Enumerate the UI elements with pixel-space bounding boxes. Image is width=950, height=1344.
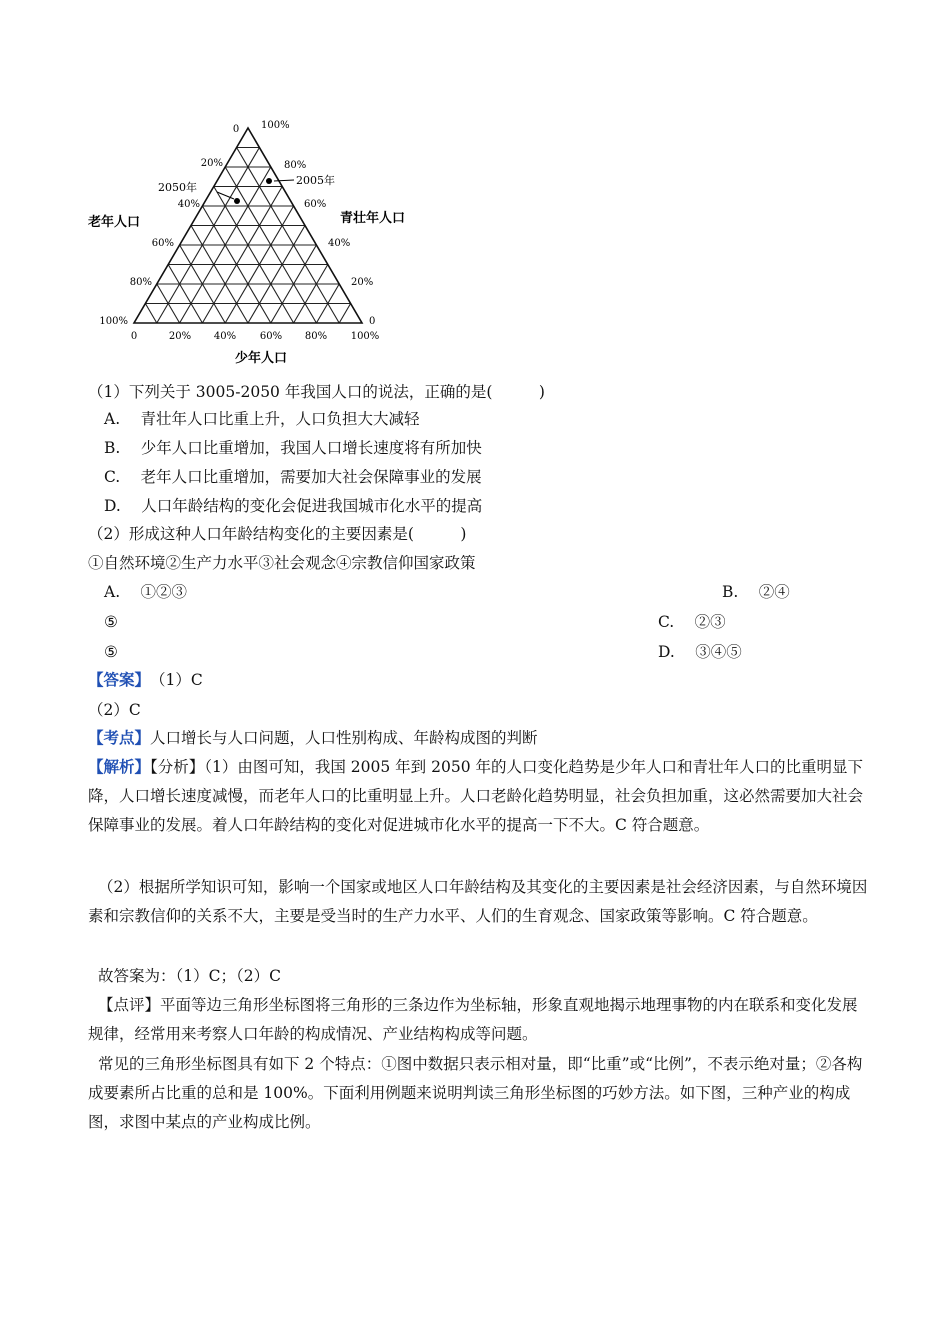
left-tick-60: 60%	[151, 238, 174, 249]
left-tick-100: 100%	[99, 316, 128, 327]
kaodian-line	[88, 728, 538, 748]
kaodian-tag: 【考点】	[88, 728, 151, 747]
grid-line-right	[339, 304, 350, 324]
answer-tag: 【答案】	[88, 670, 143, 689]
right-tick-0: 0	[369, 316, 376, 327]
q2-option-b: B. ②④	[722, 583, 790, 601]
q2-option-a: A. ①②③	[104, 583, 188, 601]
bottom-tick-20: 20%	[168, 331, 192, 342]
grid-line-right	[157, 148, 260, 324]
jiexi-paragraph-5: 常见的三角形坐标图具有如下 2 个特点：①图中数据只表示相对量，即“比重”或“比例”，不表示绝对量；②各构成要素所占比重的总和是 100%。下面利用例题来说明判读三角形坐标图的巧妙方法。如下图，三种产业的构成图，求图中某点的产业构成比例。	[88, 1055, 863, 1131]
bottom-tick-100: 100%	[350, 331, 380, 342]
right-tick-60: 60%	[304, 199, 327, 210]
grid-line-left	[145, 304, 156, 324]
pointer-2005	[274, 180, 294, 181]
point-2005	[266, 178, 272, 184]
jiexi-text-1: 【分析】（1）由图可知，我国 2005 年到 2050 年的人口变化趋势是少年人口和青壮年人口的比重明显下降，人口增长速度减慢，而老年人口的比重明显上升。人口老龄化趋势明显，社会负担加重，这必然需要加大社会保障事业的发展。着人口年龄结构的变化对促进城市化水平的提高一下不大。C 符合题意。	[88, 758, 864, 834]
jiexi-paragraph-4: 【点评】平面等边三角形坐标图将三角形的三条边作为坐标轴，形象直观地揭示地理事物的内在联系和变化发展规律，经常用来考察人口年龄的构成情况、产业结构构成等问题。	[88, 996, 858, 1043]
left-tick-80: 80%	[129, 277, 152, 288]
jiexi-paragraph-3: 故答案为：（1）C；（2）C	[98, 967, 281, 985]
kaodian-text: 人口增长与人口问题，人口性别构成、年龄构成图的判断	[150, 729, 538, 747]
jiexi-paragraph-1	[88, 752, 868, 840]
ternary-age-structure-figure	[88, 108, 428, 373]
q2-option-c: C. ②③	[658, 613, 726, 631]
grid-line-left	[191, 226, 248, 324]
label-2005: 2005年	[296, 174, 335, 187]
right-axis-title: 青壮年人口	[340, 211, 406, 226]
left-tick-20: 20%	[200, 158, 223, 169]
q2-option-b-cont: ⑤	[104, 643, 118, 661]
q1-option-c: C. 老年人口比重增加，需要加大社会保障事业的发展	[104, 468, 482, 486]
jiexi-tag: 【解析】	[88, 757, 151, 776]
q1-stem: （1）下列关于 3005-2050 年我国人口的说法，正确的是( )	[88, 383, 545, 401]
right-tick-80: 80%	[284, 160, 307, 171]
answer-2: （2）C	[88, 701, 141, 719]
point-2050	[234, 198, 240, 204]
bottom-tick-60: 60%	[259, 331, 283, 342]
top-left-zero-label: 0	[232, 124, 240, 135]
right-tick-40: 40%	[328, 238, 351, 249]
label-2050: 2050年	[158, 181, 197, 194]
answer-1: （1）C	[142, 671, 203, 689]
bottom-axis-title: 少年人口	[234, 351, 288, 366]
bottom-tick-0: 0	[130, 331, 138, 342]
top-right-100-label: 100%	[261, 120, 290, 131]
bottom-tick-40: 40%	[213, 331, 237, 342]
q1-option-d: D. 人口年龄结构的变化会促进我国城市化水平的提高	[104, 497, 483, 515]
jiexi-paragraph-2: （2）根据所学知识可知，影响一个国家或地区人口年龄结构及其变化的主要因素是社会经济因素，与自然环境因素和宗教信仰的关系不大，主要是受当时的生产力水平、人们的生育观念、国家政策等影响。C 符合题意。	[88, 878, 868, 925]
left-axis-title: 老年人口	[88, 215, 141, 230]
right-tick-20: 20%	[351, 277, 374, 288]
grid-line-right	[202, 187, 282, 324]
q1-option-b: B. 少年人口比重增加，我国人口增长速度将有所加快	[104, 439, 482, 457]
q1-option-a: A. 青壮年人口比重上升，人口负担大大减轻	[104, 410, 420, 428]
q2-stem: （2）形成这种人口年龄结构变化的主要因素是( )	[88, 525, 467, 543]
q2-option-d: D. ③④⑤	[658, 643, 742, 661]
q2-option-a-cont: ⑤	[104, 613, 118, 631]
grid-line-left	[214, 187, 294, 324]
left-tick-40: 40%	[177, 199, 200, 210]
bottom-tick-80: 80%	[304, 331, 328, 342]
q2-factors: ①自然环境②生产力水平③社会观念④宗教信仰国家政策	[88, 554, 476, 572]
answer-line-1	[88, 670, 203, 690]
grid-line-right	[248, 226, 305, 324]
